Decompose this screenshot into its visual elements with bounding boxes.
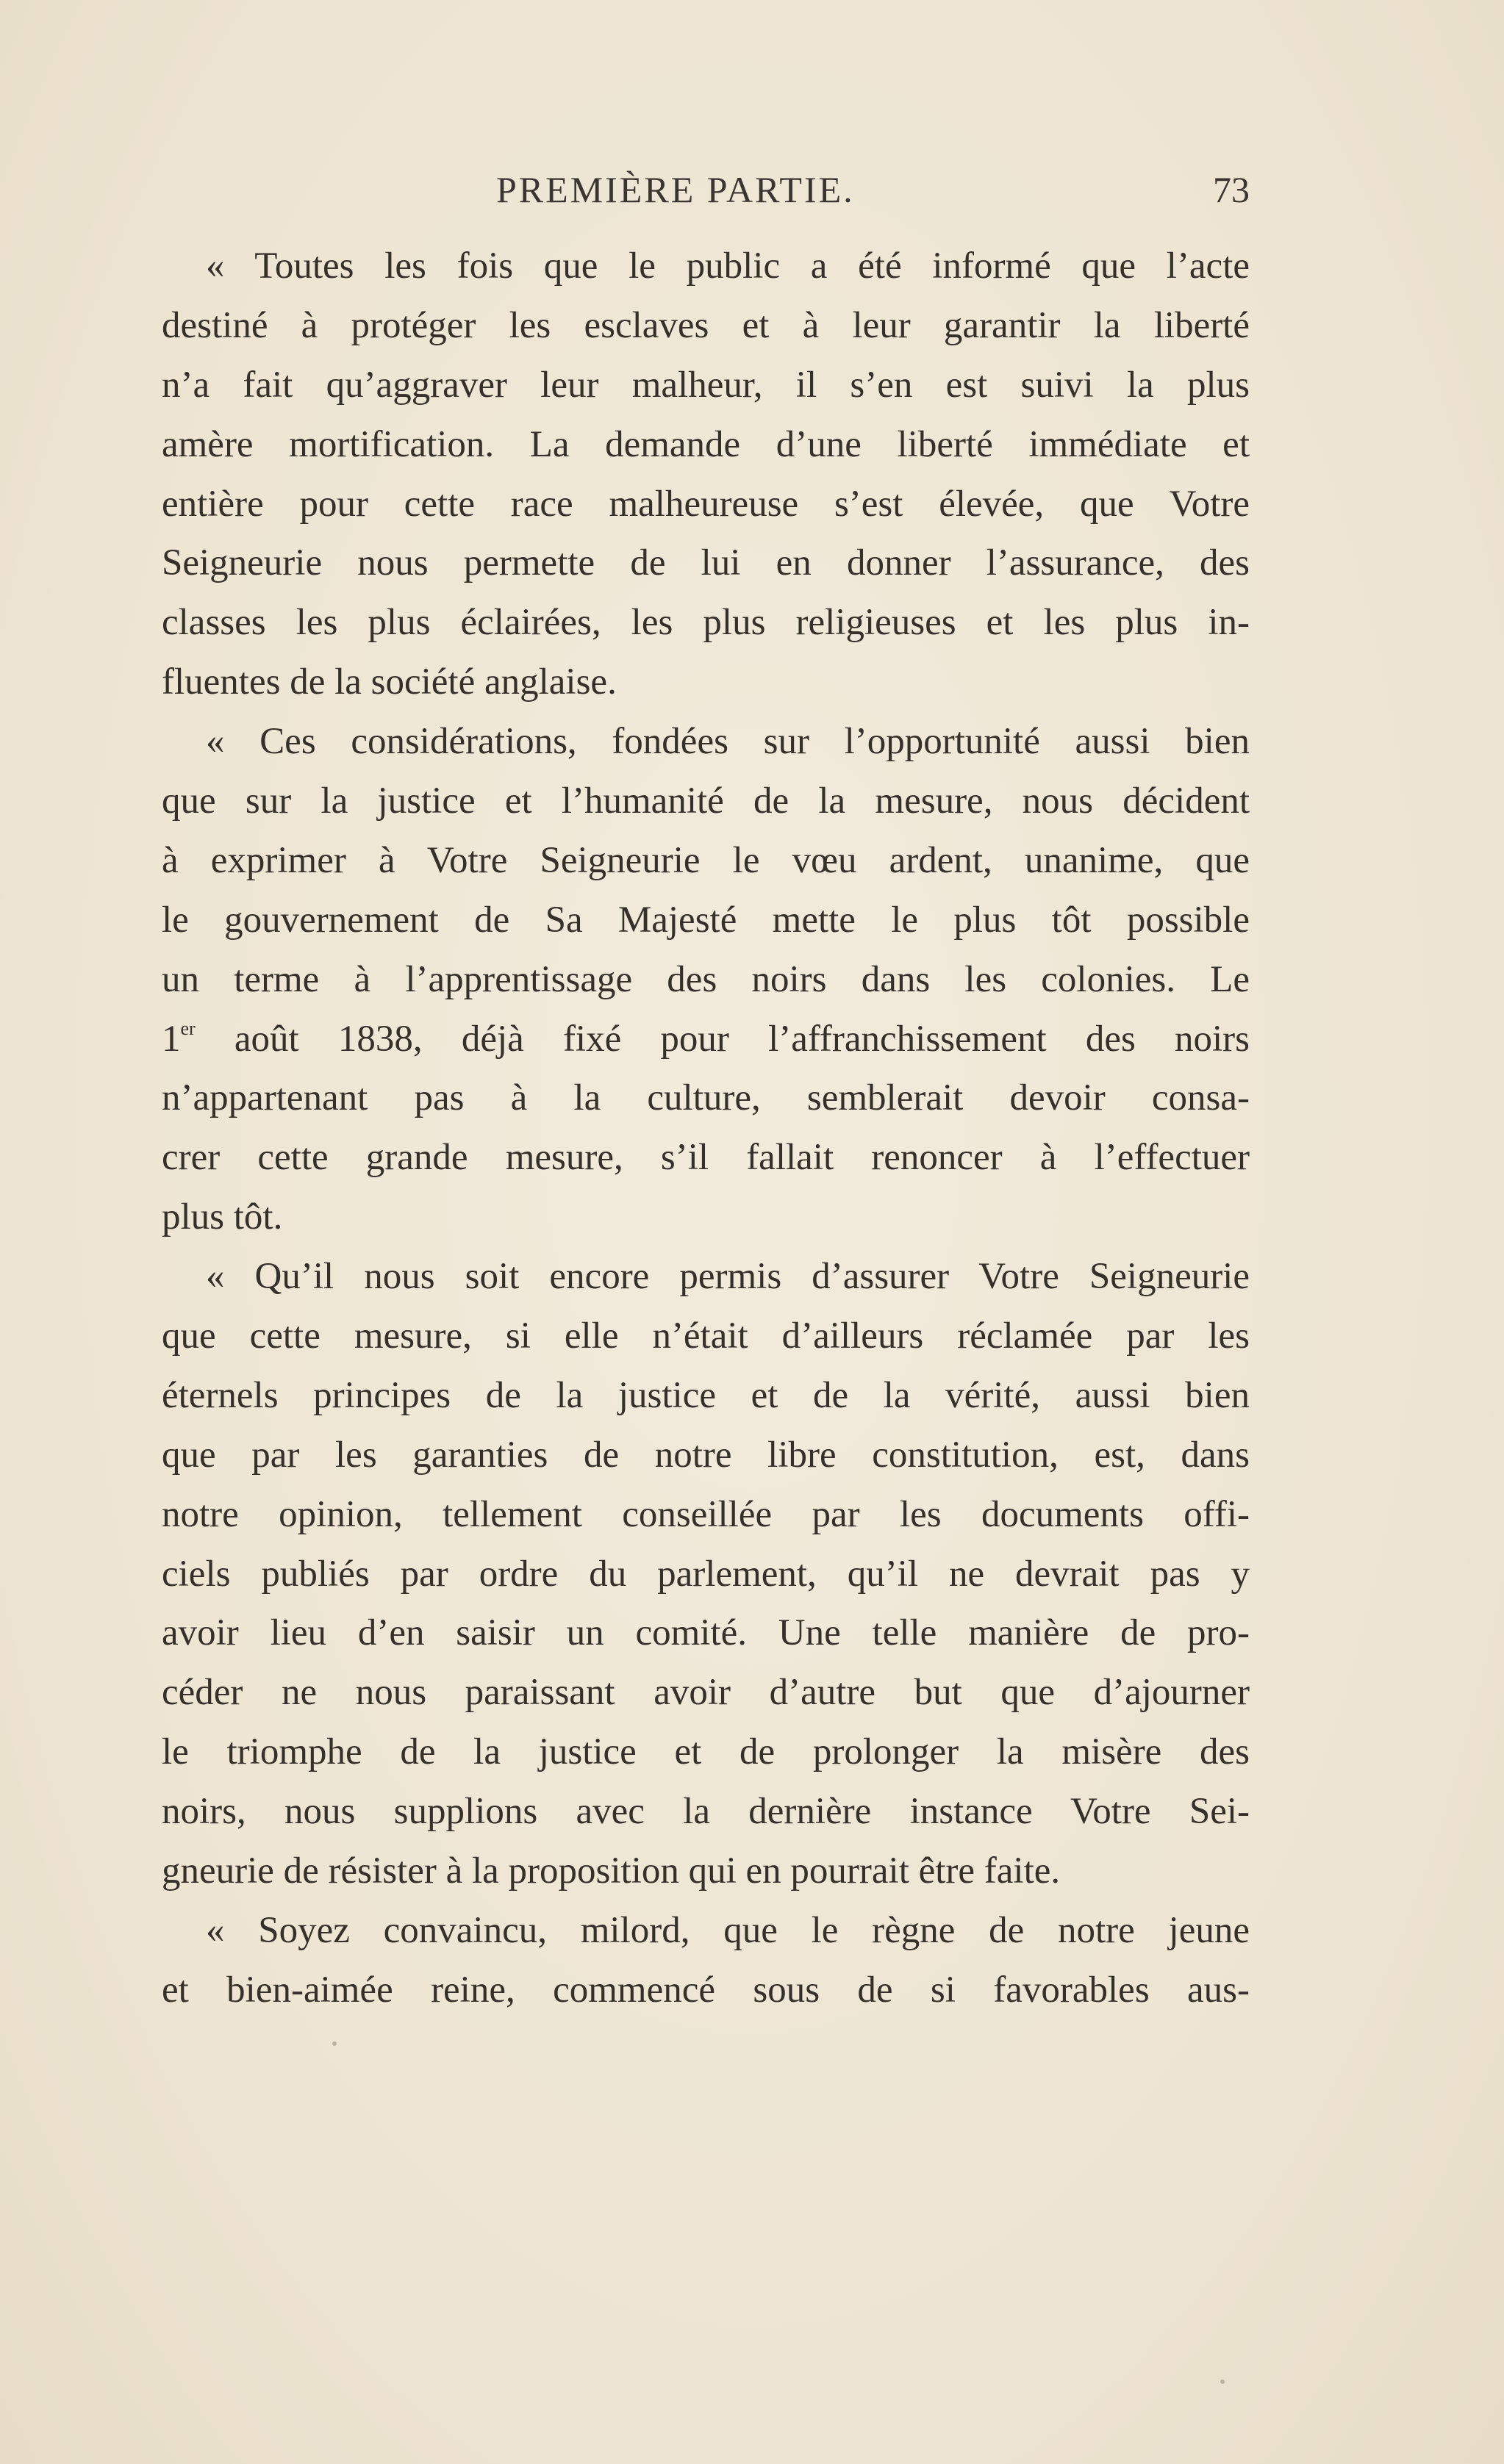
text-line: plus tôt. bbox=[162, 1196, 283, 1238]
text-line: et bien-aimée reine, commencé sous de si favorables aus- bbox=[162, 1969, 1250, 2011]
text-line: destiné à protéger les esclaves et à leur garantir la liberté bbox=[162, 304, 1250, 346]
page-header bbox=[162, 168, 1250, 212]
text-line: que cette mesure, si elle n’était d’ailleurs réclamée par les bbox=[162, 1315, 1250, 1357]
text-line: à exprimer à Votre Seigneurie le vœu ardent, unanime, que bbox=[162, 839, 1250, 881]
ordinal-suffix: er bbox=[180, 1017, 196, 1039]
ordinal-number: 1 bbox=[162, 1018, 181, 1060]
text-line: noirs, nous supplions avec la dernière instance Votre Sei- bbox=[162, 1791, 1250, 1833]
text-line: le gouvernement de Sa Majesté mette le plus tôt possible bbox=[162, 899, 1250, 941]
text-line: entière pour cette race malheureuse s’est élevée, que Votre bbox=[162, 483, 1250, 525]
text-line: fluentes de la société anglaise. bbox=[162, 661, 617, 703]
text-line: que sur la justice et l’humanité de la mesure, nous décident bbox=[162, 780, 1250, 822]
text-line: amère mortification. La demande d’une liberté immédiate et bbox=[162, 423, 1250, 465]
text-line: ciels publiés par ordre du parlement, qu’il ne devrait pas y bbox=[162, 1553, 1250, 1595]
text-line: notre opinion, tellement conseillée par les documents offi- bbox=[162, 1493, 1250, 1535]
running-title: PREMIÈRE PARTIE. bbox=[496, 169, 855, 210]
text-line: Seigneurie nous permette de lui en donner l’assurance, des bbox=[162, 542, 1250, 584]
text-line: que par les garanties de notre libre constitution, est, dans bbox=[162, 1434, 1250, 1476]
text-line: « Ces considérations, fondées sur l’opportunité aussi bien bbox=[206, 721, 1250, 763]
text-line: gneurie de résister à la proposition qui en pourrait être faite. bbox=[162, 1850, 1061, 1892]
paper-speck bbox=[332, 2041, 337, 2046]
text-line: « Toutes les fois que le public a été informé que l’acte bbox=[206, 245, 1250, 287]
text-line: avoir lieu d’en saisir un comité. Une telle manière de pro- bbox=[162, 1612, 1250, 1654]
text-line: éternels principes de la justice et de la vérité, aussi bien bbox=[162, 1374, 1250, 1416]
text-line-content: août 1838, déjà fixé pour l’affranchissement des noirs bbox=[234, 1018, 1250, 1060]
text-line: n’appartenant pas à la culture, semblerait devoir consa- bbox=[162, 1077, 1250, 1119]
text-line: « Qu’il nous soit encore permis d’assurer Votre Seigneurie bbox=[206, 1256, 1250, 1298]
paper-speck bbox=[1220, 2379, 1225, 2384]
text-line: crer cette grande mesure, s’il fallait renoncer à l’effectuer bbox=[162, 1137, 1250, 1179]
text-line: céder ne nous paraissant avoir d’autre but que d’ajourner bbox=[162, 1672, 1250, 1714]
body-text bbox=[162, 237, 1250, 2020]
text-line: classes les plus éclairées, les plus religieuses et les plus in- bbox=[162, 602, 1250, 644]
page-number: 73 bbox=[1213, 169, 1250, 210]
text-line: un terme à l’apprentissage des noirs dans les colonies. Le bbox=[162, 958, 1250, 1000]
text-line: « Soyez convaincu, milord, que le règne de notre jeune bbox=[206, 1909, 1250, 1951]
text-line: n’a fait qu’aggraver leur malheur, il s’en est suivi la plus bbox=[162, 364, 1250, 406]
text-line: le triomphe de la justice et de prolonger la misère des bbox=[162, 1731, 1250, 1773]
text-line bbox=[162, 1010, 1250, 1069]
